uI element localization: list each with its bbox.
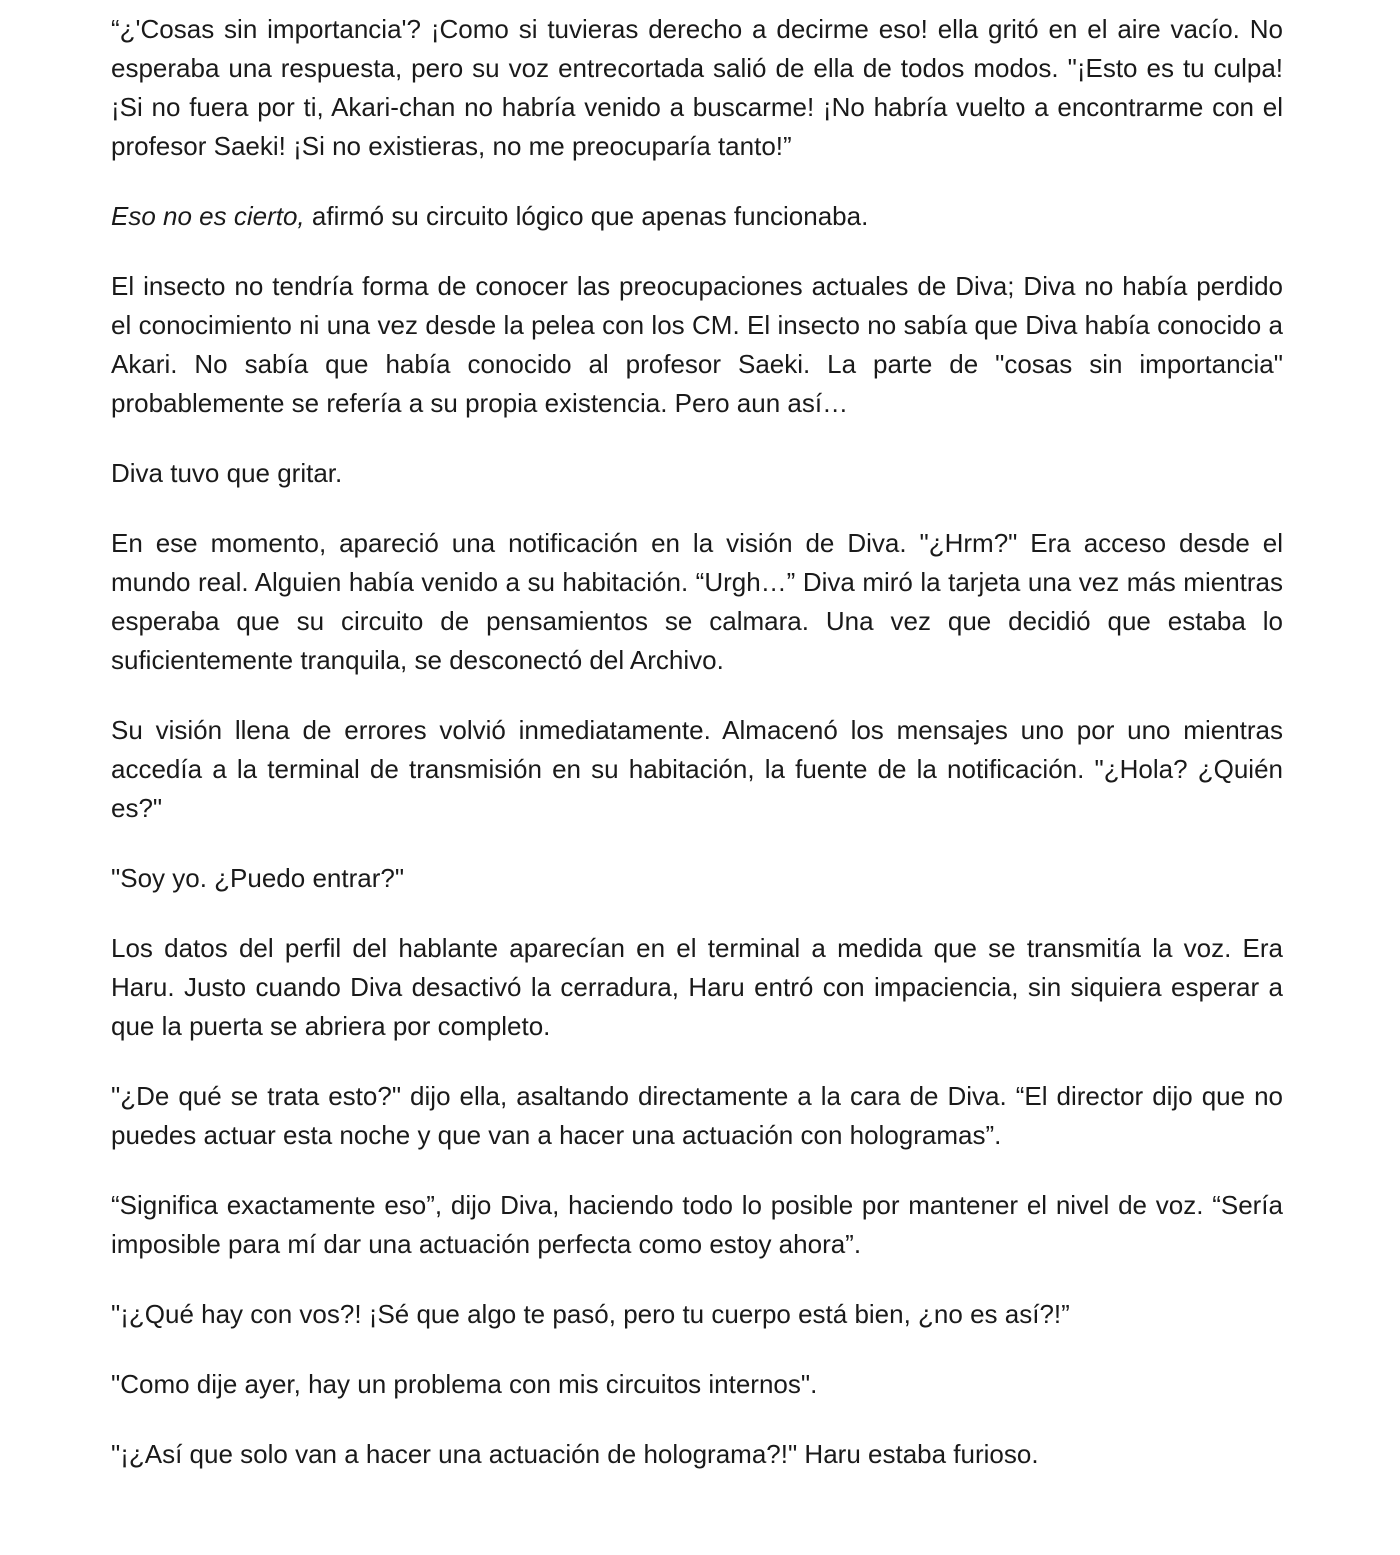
paragraph-2-italic: Eso no es cierto, (111, 201, 305, 231)
paragraph-6: Su visión llena de errores volvió inmediatamente. Almacenó los mensajes uno por uno mientras accedía a la terminal de transmisión en su habitación, la fuente de la notificación. "¿Hola? ¿Quién es?" (111, 715, 1283, 823)
paragraph-8: Los datos del perfil del hablante aparecían en el terminal a medida que se transmitía la voz. Era Haru. Justo cuando Diva desactivó la cerradura, Haru entró con impaciencia, sin siquiera esperar a que la puerta se abriera por completo. (111, 933, 1283, 1041)
paragraph-3: El insecto no tendría forma de conocer las preocupaciones actuales de Diva; Diva no había perdido el conocimiento ni una vez desde la pelea con los CM. El insecto no sabía que Diva había conocido a Akari. No sabía que había conocido al profesor Saeki. La parte de "cosas sin importancia" probablemente se refería a su propia existencia. Pero aun así… (111, 271, 1283, 418)
paragraph-11: "¡¿Qué hay con vos?! ¡Sé que algo te pasó, pero tu cuerpo está bien, ¿no es así?!” (111, 1299, 1070, 1329)
paragraph-9: "¿De qué se trata esto?" dijo ella, asaltando directamente a la cara de Diva. “El director dijo que no puedes actuar esta noche y que van a hacer una actuación con hologramas”. (111, 1081, 1283, 1150)
paragraph-12: "Como dije ayer, hay un problema con mis circuitos internos". (111, 1369, 818, 1399)
paragraph-7: "Soy yo. ¿Puedo entrar?" (111, 863, 405, 893)
paragraph-4: Diva tuvo que gritar. (111, 458, 343, 488)
document-page (111, 10, 1283, 1505)
paragraph-13: "¡¿Así que solo van a hacer una actuación de holograma?!" Haru estaba furioso. (111, 1439, 1039, 1469)
paragraph-10: “Significa exactamente eso”, dijo Diva, haciendo todo lo posible por mantener el nivel de voz. “Sería imposible para mí dar una actuación perfecta como estoy ahora”. (111, 1190, 1283, 1259)
paragraph-5: En ese momento, apareció una notificación en la visión de Diva. "¿Hrm?" Era acceso desde el mundo real. Alguien había venido a su habitación. “Urgh…” Diva miró la tarjeta una vez más mientras esperaba que su circuito de pensamientos se calmara. Una vez que decidió que estaba lo suficientemente tranquila, se desconectó del Archivo. (111, 528, 1283, 675)
paragraph-1: “¿'Cosas sin importancia'? ¡Como si tuvieras derecho a decirme eso! ella gritó en el aire vacío. No esperaba una respuesta, pero su voz entrecortada salió de ella de todos modos. "¡Esto es tu culpa! ¡Si no fuera por ti, Akari-chan no habría venido a buscarme! ¡No habría vuelto a encontrarme con el profesor Saeki! ¡Si no existieras, no me preocuparía tanto!” (111, 14, 1283, 161)
paragraph-2 (111, 197, 1283, 236)
paragraph-2-text: afirmó su circuito lógico que apenas funcionaba. (304, 201, 869, 231)
